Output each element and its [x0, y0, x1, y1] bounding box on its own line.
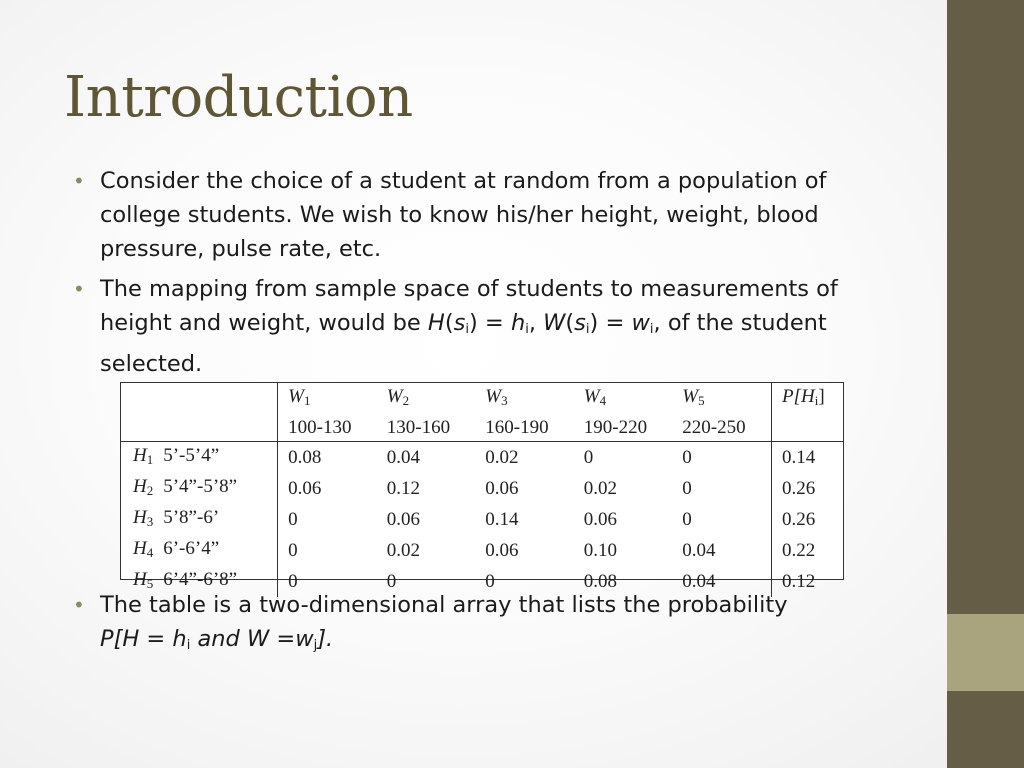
probability-table — [120, 382, 844, 592]
corner-cell — [121, 414, 278, 442]
marginal-header-empty — [771, 414, 843, 442]
bullet-text: The table is a two-dimensional array that lists the probability — [100, 592, 788, 618]
table-cell: 0 — [485, 571, 495, 592]
row-range: 6’4”-6’8” — [163, 569, 238, 590]
table-cell: 0 — [278, 504, 377, 535]
table-cell: 0 — [278, 566, 377, 597]
sidebar-accent-block — [947, 614, 1024, 691]
column-symbol: $W_1$ — [288, 386, 311, 408]
table-cell: 0 — [682, 509, 692, 530]
marginal-cell: 0.22 — [771, 535, 843, 566]
table-cell: 0.04 — [682, 571, 716, 592]
bullet-item-1 — [73, 164, 903, 266]
column-range: 160-190 — [475, 414, 574, 442]
column-range: 100-130 — [278, 414, 377, 442]
table-cell: 0 — [386, 571, 397, 592]
table-row — [121, 535, 843, 566]
table-cell: 0 — [682, 447, 692, 468]
table-cell: 0 — [682, 478, 692, 499]
bullet-item-2 — [73, 272, 903, 381]
row-range: 6’-6’4” — [163, 538, 220, 559]
decorative-sidebar — [947, 0, 1024, 768]
table-cell: 0.06 — [386, 509, 421, 530]
row-symbol: $H_4$ — [133, 538, 154, 560]
table-cell: 0.02 — [386, 540, 421, 561]
row-label — [121, 442, 278, 474]
table-cell: 0.06 — [485, 540, 519, 561]
probability-formula: $P[H = h_i$ and $W =w_j$]. — [100, 626, 334, 653]
bullet-icon: • — [73, 593, 85, 617]
marginal-cell: 0.26 — [771, 504, 843, 535]
table-cell: 0.02 — [583, 478, 618, 499]
bullet-item-3 — [73, 588, 903, 663]
bullet-icon: • — [73, 169, 85, 193]
column-range: 220-250 — [672, 414, 771, 442]
column-range: 190-220 — [574, 414, 673, 442]
column-header — [574, 383, 673, 414]
table-row — [121, 504, 843, 535]
table-row — [121, 442, 843, 474]
slide-title: Introduction — [64, 65, 413, 130]
table-cell: 0.06 — [485, 478, 519, 499]
table-cell: 0.04 — [682, 540, 716, 561]
bullet-icon: • — [73, 277, 85, 301]
table-cell: 0.08 — [583, 571, 618, 592]
row-label — [121, 473, 278, 504]
column-symbol: $W_4$ — [583, 386, 607, 408]
table-row — [121, 473, 843, 504]
column-symbol: $W_3$ — [485, 386, 508, 408]
table-cell: 0.06 — [278, 473, 377, 504]
bullet-text: The mapping from sample space of students to measurements of height and weight, would be $H(s_i) = h_i$, $W(s_i) = w_i$, of the student selected. — [100, 276, 838, 377]
bullet-text: Consider the choice of a student at random from a population of college students. We wish to know his/her height, weight, blood pressure, pulse rate, etc. — [100, 168, 827, 262]
column-header — [377, 383, 476, 414]
table-cell: 0.08 — [278, 442, 377, 474]
table-cell: 0.04 — [386, 447, 421, 468]
marginal-cell: 0.12 — [771, 566, 843, 597]
table-cell: 0 — [583, 447, 594, 468]
row-range: 5’4”-5’8” — [163, 476, 238, 497]
column-range: 130-160 — [377, 414, 476, 442]
marginal-cell: 0.14 — [771, 442, 843, 474]
bullet-list — [73, 164, 903, 387]
row-label — [121, 535, 278, 566]
column-header — [475, 383, 574, 414]
table-header-range-row — [121, 414, 843, 442]
row-symbol: $H_5$ — [133, 569, 154, 591]
table-cell: 0.12 — [386, 478, 421, 499]
corner-cell — [121, 383, 278, 414]
row-symbol: $H_2$ — [133, 476, 154, 498]
row-symbol: $H_3$ — [133, 507, 154, 529]
row-symbol: $H_1$ — [133, 445, 154, 467]
column-header — [672, 383, 771, 414]
table-cell: 0.06 — [583, 509, 618, 530]
marginal-cell: 0.26 — [771, 473, 843, 504]
table-cell: 0.10 — [583, 540, 618, 561]
column-symbol: $W_5$ — [682, 386, 705, 408]
marginal-header: $P[H_i]$ — [771, 383, 843, 414]
table-cell: 0.14 — [485, 509, 519, 530]
table-header-row — [121, 383, 843, 414]
table-cell: 0.02 — [485, 447, 519, 468]
bullet-list-bottom — [73, 588, 903, 669]
column-symbol: $W_2$ — [386, 386, 410, 408]
table-cell: 0 — [278, 535, 377, 566]
row-range: 5’8”-6’ — [163, 507, 220, 528]
row-label — [121, 504, 278, 535]
row-range: 5’-5’4” — [163, 445, 220, 466]
column-header — [278, 383, 377, 414]
